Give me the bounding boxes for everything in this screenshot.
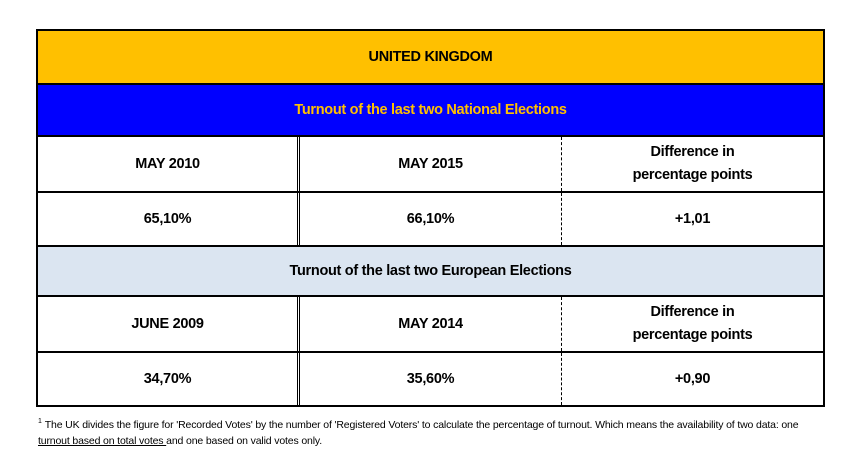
- national-column-headers: [38, 137, 823, 193]
- national-turnout-2015: 66,10%: [406, 210, 455, 227]
- national-col-difference-label: Difference in percentage points: [632, 144, 753, 183]
- national-col-first-label: MAY 2010: [135, 155, 200, 172]
- european-col-difference: [562, 297, 823, 351]
- european-difference: +0,90: [674, 370, 711, 387]
- national-value-second: [300, 193, 562, 245]
- national-value-first: [38, 193, 300, 245]
- european-value-first: [38, 353, 300, 405]
- national-elections-title: Turnout of the last two National Elections: [294, 102, 567, 118]
- national-values-row: [38, 193, 823, 245]
- footnote: [38, 417, 818, 449]
- national-col-second-label: MAY 2015: [398, 155, 463, 172]
- national-col-first-election: [38, 137, 300, 191]
- footnote-text-part1: The UK divides the figure for 'Recorded Votes' by the number of 'Registered Voters' to calculate the percentage of turnout. Which means the availability of two data: one: [44, 419, 799, 431]
- turnout-table: [36, 29, 825, 407]
- european-turnout-2009: 34,70%: [143, 370, 192, 387]
- european-values-row: [38, 353, 823, 405]
- footnote-marker: 1: [38, 418, 42, 425]
- footnote-underlined-text: turnout based on total votes: [38, 435, 167, 447]
- european-value-difference: [562, 353, 823, 405]
- footnote-text-part2: and one based on valid votes only.: [166, 435, 322, 447]
- national-turnout-2010: 65,10%: [143, 210, 192, 227]
- european-col-first-election: [38, 297, 300, 351]
- european-col-difference-label: Difference in percentage points: [632, 304, 753, 343]
- european-col-first-label: JUNE 2009: [131, 315, 204, 332]
- national-col-second-election: [300, 137, 562, 191]
- country-header: [38, 31, 823, 85]
- european-value-second: [300, 353, 562, 405]
- country-title: UNITED KINGDOM: [368, 49, 493, 65]
- national-difference: +1,01: [674, 210, 711, 227]
- european-turnout-2014: 35,60%: [406, 370, 455, 387]
- national-value-difference: [562, 193, 823, 245]
- european-elections-header: [38, 245, 823, 297]
- european-column-headers: [38, 297, 823, 353]
- national-elections-header: [38, 85, 823, 137]
- european-col-second-election: [300, 297, 562, 351]
- national-col-difference: [562, 137, 823, 191]
- european-col-second-label: MAY 2014: [398, 315, 463, 332]
- european-elections-title: Turnout of the last two European Elections: [289, 263, 572, 279]
